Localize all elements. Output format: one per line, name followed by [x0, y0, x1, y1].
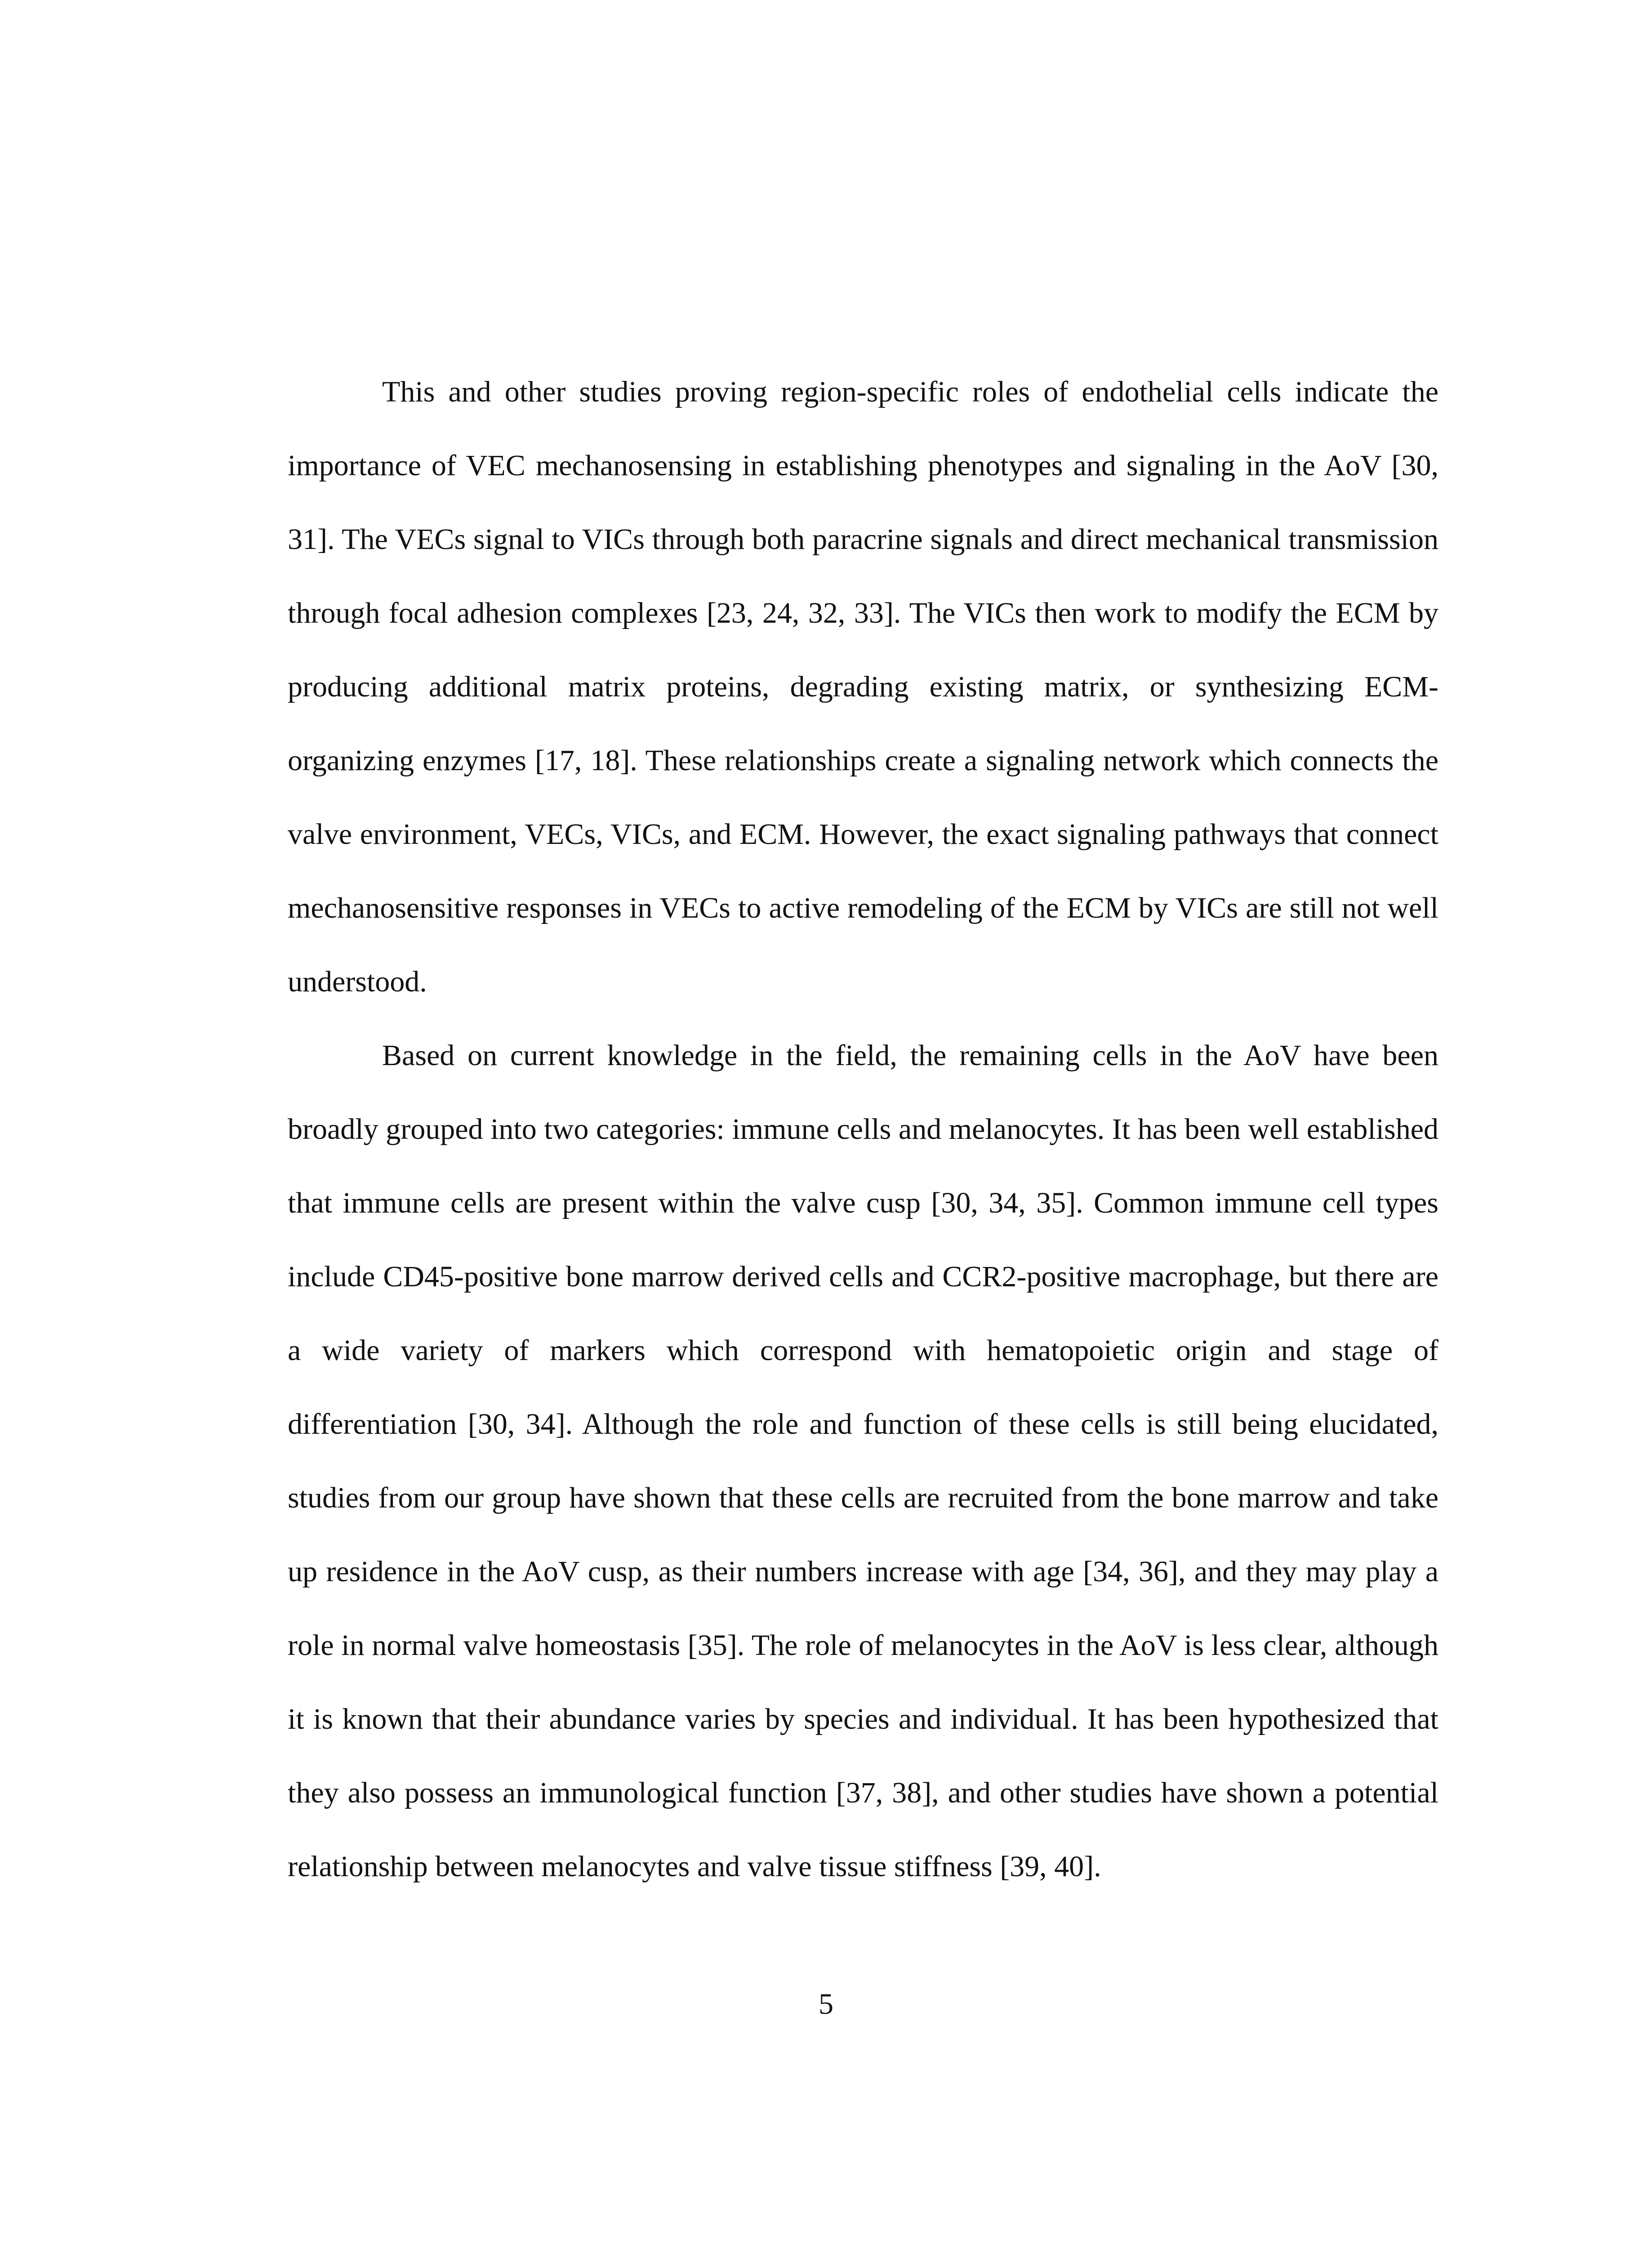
page-number: 5 — [819, 1988, 833, 2021]
body-text — [288, 355, 1438, 1904]
paragraph-immune-melanocytes: Based on current knowledge in the field, the remaining cells in the AoV have been broadly grouped into two categories: immune cells and melanocytes. It has been well established that immune cells are present within the valve cusp [30, 34, 35]. Common immune cell types include CD45-positive bone marrow derived cells and CCR2-positive macrophage, but there are a wide variety of markers which correspond with hematopoietic origin and stage of differentiation [30, 34]. Although the role and function of these cells is still being elucidated, studies from our group have shown that these cells are recruited from the bone marrow and take up residence in the AoV cusp, as their numbers increase with age [34, 36], and they may play a role in normal valve homeostasis [35]. The role of melanocytes in the AoV is less clear, although it is known that their abundance varies by species and individual. It has been hypothesized that they also possess an immunological function [37, 38], and other studies have shown a potential relationship between melanocytes and valve tissue stiffness [39, 40]. — [288, 1039, 1438, 1883]
paragraph-vec-signaling: This and other studies proving region-specific roles of endothelial cells indicate the importance of VEC mechanosensing in establishing phenotypes and signaling in the AoV [30, 31]. The VECs signal to VICs through both paracrine signals and direct mechanical transmission through focal adhesion complexes [23, 24, 32, 33]. The VICs then work to modify the ECM by producing additional matrix proteins, degrading existing matrix, or synthesizing ECM-organizing enzymes [17, 18]. These relationships create a signaling network which connects the valve environment, VECs, VICs, and ECM. However, the exact signaling pathways that connect mechanosensitive responses in VECs to active remodeling of the ECM by VICs are still not well understood. — [288, 375, 1438, 998]
